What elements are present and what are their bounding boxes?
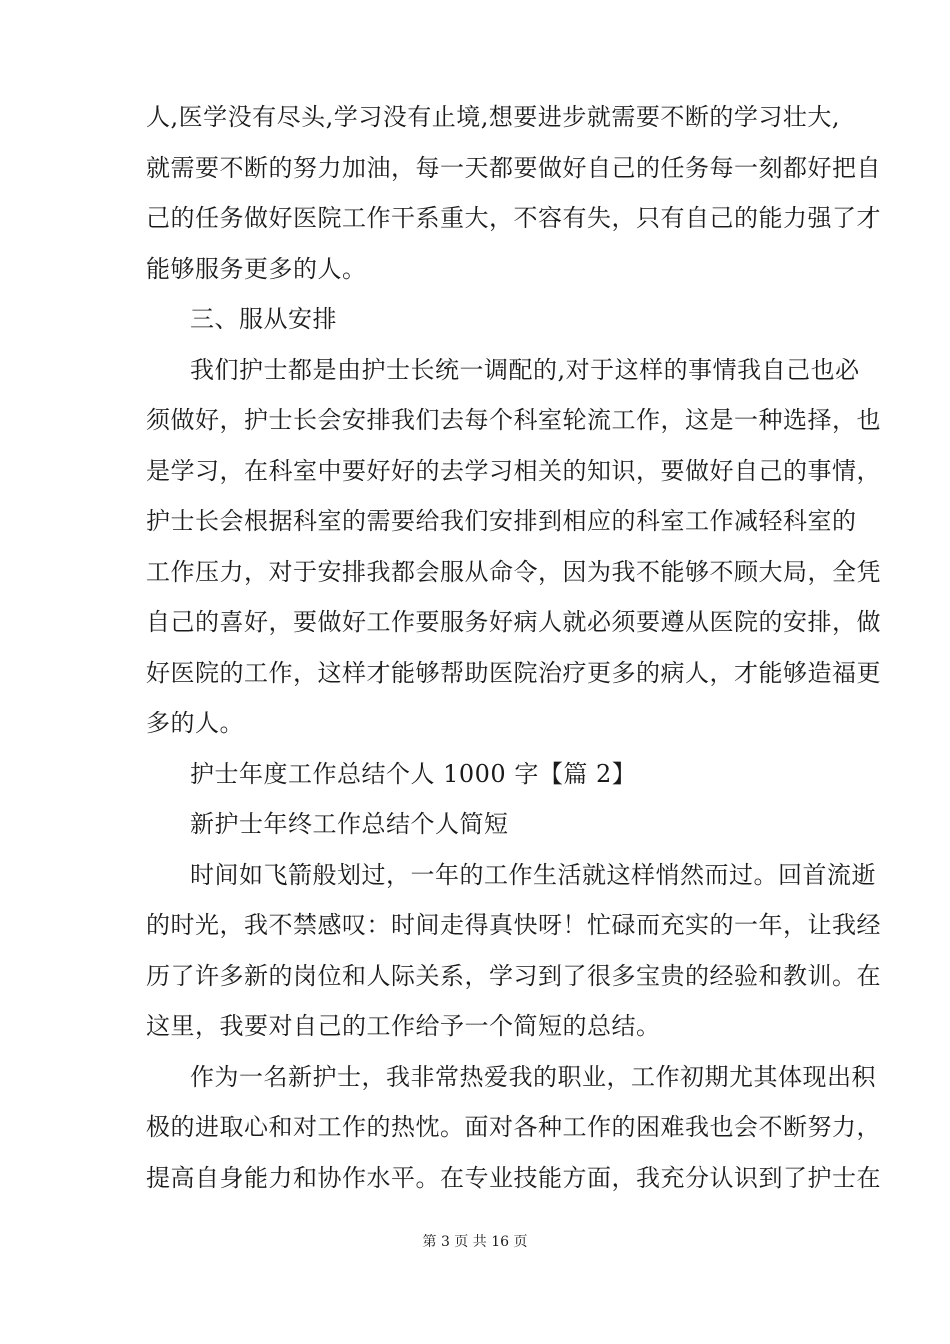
text-line: 是学习，在科室中要好好的去学习相关的知识，要做好自己的事情， [146, 456, 881, 485]
text-line: 工作压力，对于安排我都会服从命令，因为我不能够不顾大局，全凭 [146, 557, 881, 586]
text-line: 好医院的工作，这样才能够帮助医院治疗更多的病人，才能够造福更 [146, 658, 881, 687]
text-line: 新护士年终工作总结个人简短 [190, 810, 509, 838]
text-line: 极的进取心和对工作的热忱。面对各种工作的困难我也会不断努力， [146, 1113, 881, 1141]
document-body [146, 92, 881, 1203]
text-line: 自己的喜好，要做好工作要服务好病人就必须要遵从医院的安排，做 [146, 608, 881, 636]
text-line: 这里，我要对自己的工作给予一个简短的总结。 [146, 1012, 661, 1040]
text-line: 我们护士都是由护士长统一调配的,对于这样的事情我自己也必 [190, 355, 860, 384]
page-footer: 第 3 页 共 16 页 [422, 1234, 528, 1250]
text-line: 须做好，护士长会安排我们去每个科室轮流工作，这是一种选择，也 [146, 406, 881, 434]
text-line: 多的人。 [146, 709, 244, 737]
text-line: 己的任务做好医院工作干系重大，不容有失，只有自己的能力强了才 [146, 204, 881, 232]
text-line: 三、服从安排 [190, 305, 337, 333]
text-line: 历了许多新的岗位和人际关系，学习到了很多宝贵的经验和教训。在 [146, 961, 881, 990]
text-line: 护士年度工作总结个人 1000 字【篇 2】 [190, 759, 637, 788]
text-line: 能够服务更多的人。 [146, 254, 367, 283]
text-line: 作为一名新护士，我非常热爱我的职业，工作初期尤其体现出积 [190, 1062, 876, 1091]
text-line: 就需要不断的努力加油，每一天都要做好自己的任务每一刻都好把自 [146, 153, 881, 182]
text-line: 的时光，我不禁感叹：时间走得真快呀！忙碌而充实的一年，让我经 [146, 911, 881, 939]
text-line: 人,医学没有尽头,学习没有止境,想要进步就需要不断的学习壮大, [146, 103, 841, 131]
text-line: 时间如飞箭般划过，一年的工作生活就这样悄然而过。回首流逝 [190, 860, 876, 889]
text-line: 提高自身能力和协作水平。在专业技能方面，我充分认识到了护士在 [146, 1163, 881, 1192]
text-line: 护士长会根据科室的需要给我们安排到相应的科室工作减轻科室的 [146, 507, 857, 535]
